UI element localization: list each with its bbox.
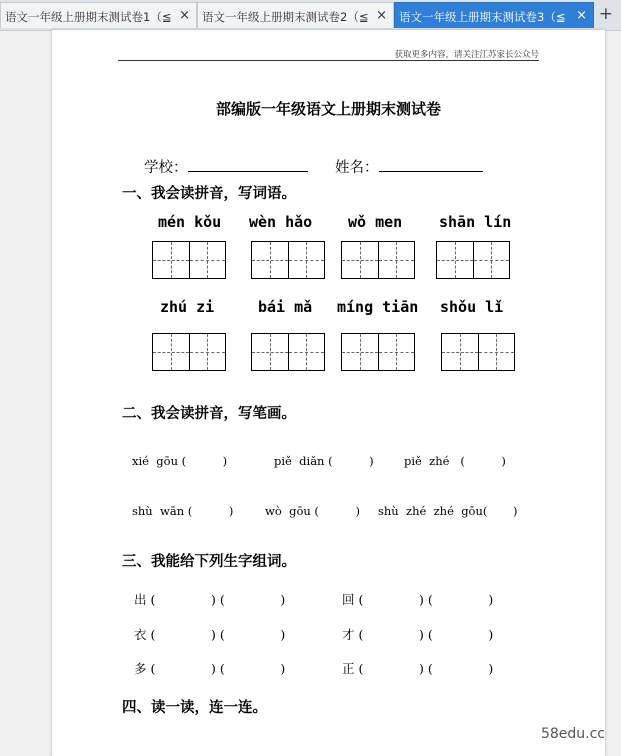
pinyin-label: shǒu lǐ — [440, 298, 504, 316]
document-page — [52, 30, 605, 756]
writing-grid[interactable] — [441, 333, 515, 371]
header-divider — [118, 60, 539, 61]
tab-label: 语文一年级上册期末测试卷2（ — [202, 10, 359, 24]
word-item: 正 ( ) ( ) — [342, 661, 494, 676]
new-tab-icon[interactable]: + — [598, 4, 613, 24]
stroke-item: shù wān ( ) — [132, 504, 234, 518]
stroke-item: wò gōu ( ) — [265, 504, 360, 518]
writing-grid[interactable] — [251, 333, 325, 371]
section-4-heading: 四、读一读，连一连。 — [122, 699, 267, 716]
close-icon[interactable]: × — [179, 8, 190, 23]
document-title: 部编版一年级语文上册期末测试卷 — [215, 100, 441, 118]
tab-glyph: ≦ — [555, 10, 566, 24]
pinyin-label: shān lín — [439, 213, 512, 231]
tab-label: 语文一年级上册期末测试卷3（ — [399, 10, 556, 24]
word-item: 才 ( ) ( ) — [342, 627, 494, 642]
writing-grid[interactable] — [152, 241, 226, 279]
stroke-item: shù zhé zhé gōu( ) — [378, 504, 518, 518]
pinyin-label: zhú zi — [160, 298, 215, 316]
close-icon[interactable]: × — [576, 8, 587, 23]
writing-grid[interactable] — [436, 241, 510, 279]
writing-grid[interactable] — [341, 333, 415, 371]
name-field — [335, 156, 483, 177]
writing-grid[interactable] — [152, 333, 226, 371]
header-note: 获取更多内容，请关注江苏家长公众号 — [394, 50, 539, 60]
tab-doc-3[interactable] — [394, 2, 594, 28]
pinyin-label: wèn hǎo — [249, 213, 313, 231]
word-item: 多 ( ) ( ) — [134, 661, 286, 676]
section-1-heading: 一、我会读拼音，写词语。 — [122, 185, 296, 202]
word-item: 衣 ( ) ( ) — [134, 627, 286, 642]
tab-label: 语文一年级上册期末测试卷1（ — [5, 10, 162, 24]
watermark: 58edu.cc — [540, 726, 605, 742]
tab-glyph: ≦ — [358, 10, 369, 24]
school-field — [144, 156, 308, 177]
writing-grid[interactable] — [251, 241, 325, 279]
name-blank — [379, 157, 483, 172]
stroke-item: xié gōu ( ) — [132, 454, 228, 468]
school-blank — [188, 157, 308, 172]
writing-grid[interactable] — [341, 241, 415, 279]
word-item: 出 ( ) ( ) — [134, 592, 286, 607]
pinyin-label: wǒ men — [348, 213, 403, 231]
name-label: 姓名： — [335, 160, 379, 176]
stroke-item: piě diǎn ( ) — [274, 454, 374, 468]
pinyin-label: míng tiān — [337, 298, 419, 316]
section-2-heading: 二、我会读拼音，写笔画。 — [122, 405, 296, 422]
tab-doc-2[interactable] — [197, 2, 394, 28]
pinyin-label: mén kǒu — [158, 213, 222, 231]
pinyin-label: bái mǎ — [258, 298, 313, 316]
close-icon[interactable]: × — [376, 8, 387, 23]
stroke-item: piě zhé ( ) — [404, 454, 506, 468]
tab-bar — [0, 0, 621, 31]
word-item: 回 ( ) ( ) — [342, 592, 494, 607]
tab-glyph: ≦ — [161, 10, 172, 24]
section-3-heading: 三、我能给下列生字组词。 — [122, 553, 296, 570]
tab-doc-1[interactable] — [0, 2, 197, 28]
school-label: 学校： — [144, 160, 188, 176]
